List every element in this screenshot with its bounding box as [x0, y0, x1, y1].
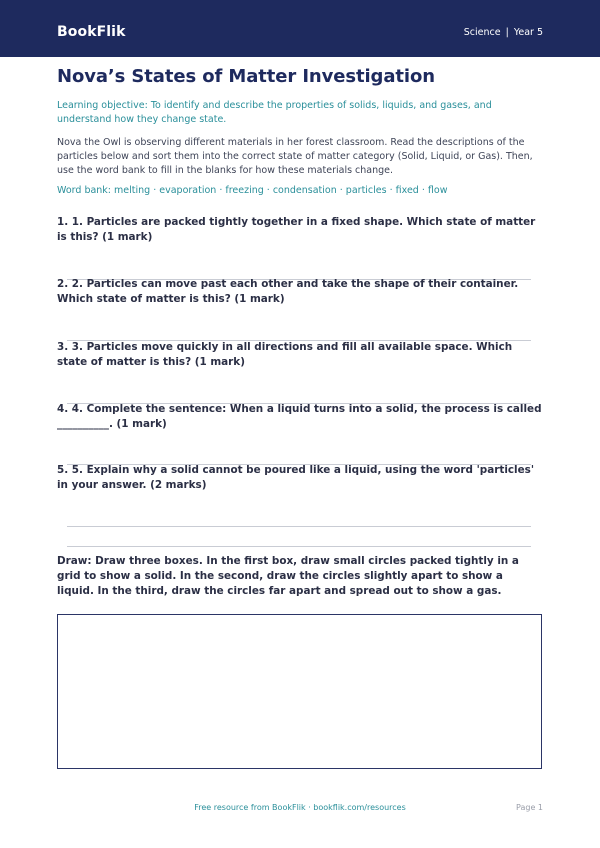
- brand-logo: BookFlik: [57, 24, 126, 40]
- year-label: Year 5: [513, 27, 543, 38]
- question-5: 5. 5. Explain why a solid cannot be poured like a liquid, using the word 'particles' in your answer. (2 marks): [57, 464, 535, 491]
- question-2: 2. 2. Particles can move past each other and take the shape of their container. Which state of matter is this? (1 mark): [57, 278, 519, 305]
- footer-text: Free resource from BookFlik · bookflik.com/resources: [194, 803, 406, 812]
- worksheet-title: Nova’s States of Matter Investigation: [57, 66, 435, 87]
- subject-year-label: [464, 26, 543, 40]
- question-3: 3. 3. Particles move quickly in all directions and fill all available space. Which state of matter is this? (1 mark): [57, 341, 513, 368]
- drawing-area[interactable]: [57, 614, 542, 769]
- subject-label: Science: [463, 27, 501, 38]
- question-1: 1. 1. Particles are packed tightly together in a fixed shape. Which state of matter is this? (1 mark): [57, 216, 536, 243]
- question-4: 4. 4. Complete the sentence: When a liquid turns into a solid, the process is called __________. (1 mark): [57, 403, 542, 430]
- separator: |: [505, 27, 509, 38]
- instructions-text: Nova the Owl is observing different materials in her forest classroom. Read the descriptions of the particles below and sort them into the correct state of matter category (Solid, Liquid, or Gas). Then, use the word bank to fill in the blanks for how these materials change.: [57, 137, 533, 176]
- word-bank: Word bank: melting · evaporation · freezing · condensation · particles · fixed · flow: [57, 185, 448, 196]
- answer-line-5a[interactable]: [67, 526, 531, 527]
- learning-objective: Learning objective: To identify and describe the properties of solids, liquids, and gases, and understand how they change state.: [57, 100, 492, 125]
- answer-line-5b[interactable]: [67, 546, 531, 547]
- draw-task-instructions: Draw: Draw three boxes. In the first box, draw small circles packed tightly in a grid to show a solid. In the second, draw the circles slightly apart to show a liquid. In the third, draw the circles far apart and spread out to show a gas.: [57, 555, 519, 597]
- page-header: [0, 0, 600, 57]
- page-number: Page 1: [516, 803, 543, 812]
